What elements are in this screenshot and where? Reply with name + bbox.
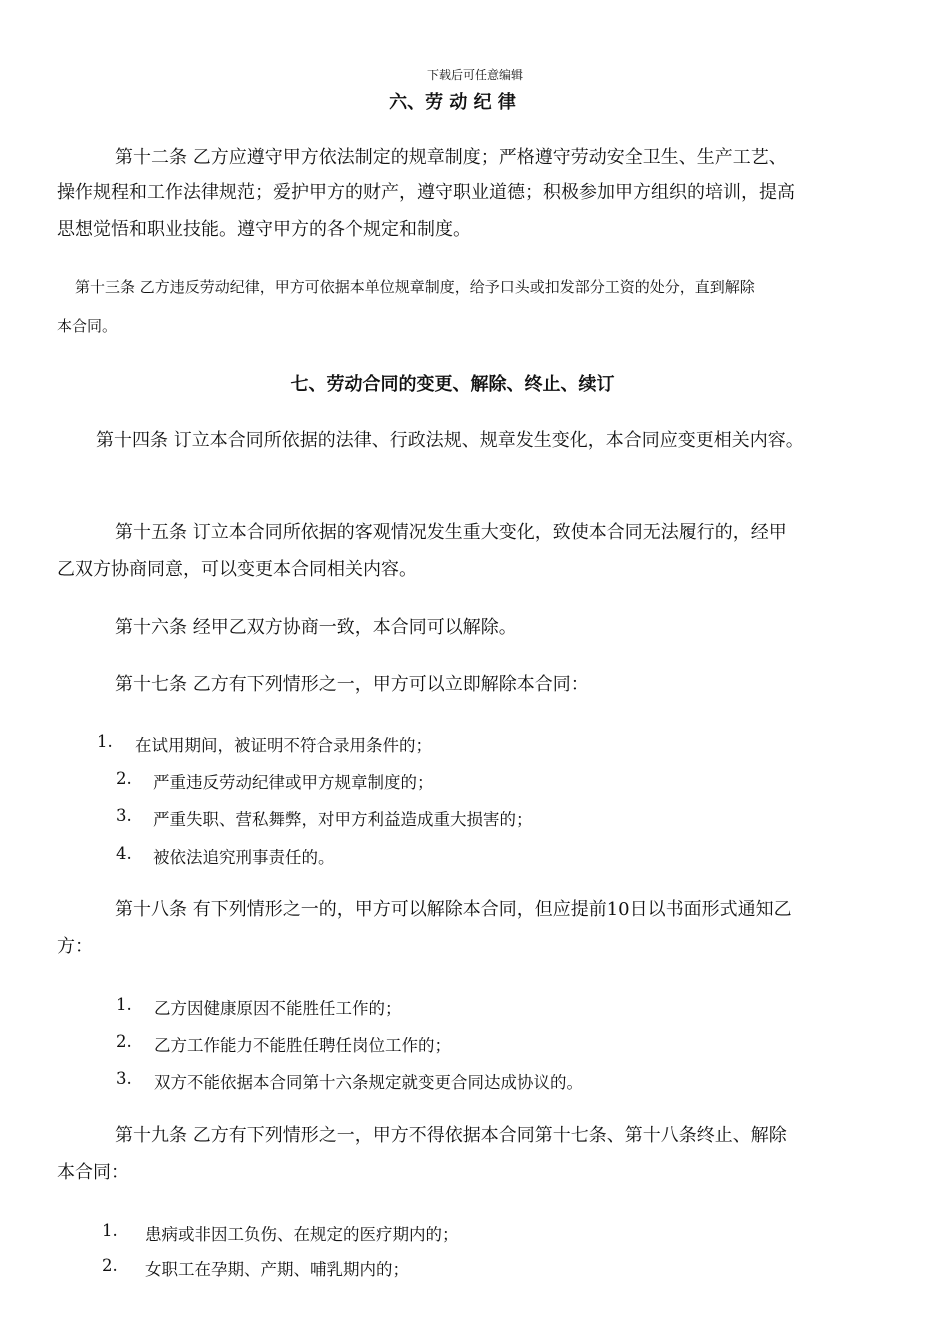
- section-heading: 七、劳动合同的变更、解除、终止、续订: [290, 374, 615, 395]
- list-item-number: 2.: [116, 1032, 132, 1051]
- list-item-number: 2.: [116, 769, 132, 788]
- list-item: 乙方工作能力不能胜任聘任岗位工作的；: [154, 1036, 451, 1055]
- article-18-line-2: 方：: [57, 936, 93, 957]
- list-item: 患病或非因工负伤、在规定的医疗期内的；: [145, 1225, 459, 1244]
- list-item-number: 1.: [116, 995, 132, 1014]
- article-15-line-1: 第十五条 订立本合同所依据的客观情况发生重大变化，致使本合同无法履行的，经甲: [115, 522, 787, 543]
- list-item: 严重违反劳动纪律或甲方规章制度的；: [153, 773, 434, 792]
- article-18-line-1: 第十八条 有下列情形之一的，甲方可以解除本合同，但应提前10日以书面形式通知乙: [115, 899, 792, 920]
- article-12-line-2: 操作规程和工作法律规范；爱护甲方的财产，遵守职业道德；积极参加甲方组织的培训，提高: [57, 182, 795, 203]
- article-15-line-2: 乙双方协商同意，可以变更本合同相关内容。: [57, 559, 417, 580]
- list-item-number: 4.: [116, 844, 132, 863]
- page-header: 下载后可任意编辑: [426, 68, 523, 82]
- list-item-number: 1.: [97, 732, 113, 751]
- list-item: 严重失职、营私舞弊，对甲方利益造成重大损害的；: [153, 810, 533, 829]
- list-item: 被依法追究刑事责任的。: [153, 848, 335, 867]
- list-item-number: 2.: [102, 1256, 118, 1275]
- article-17-line-1: 第十七条 乙方有下列情形之一，甲方可以立即解除本合同：: [115, 674, 589, 695]
- list-item: 双方不能依据本合同第十六条规定就变更合同达成协议的。: [154, 1073, 583, 1092]
- article-19-line-2: 本合同：: [57, 1162, 129, 1183]
- list-item-number: 3.: [116, 806, 132, 825]
- section-heading: 六、劳 动 纪 律: [389, 92, 516, 113]
- list-item-number: 1.: [102, 1221, 118, 1240]
- article-14-line-1: 第十四条 订立本合同所依据的法律、行政法规、规章发生变化，本合同应变更相关内容。: [96, 430, 804, 451]
- list-item: 乙方因健康原因不能胜任工作的；: [154, 999, 402, 1018]
- list-item: 在试用期间，被证明不符合录用条件的；: [135, 736, 432, 755]
- article-12-line-3: 思想觉悟和职业技能。遵守甲方的各个规定和制度。: [57, 219, 471, 240]
- article-12-line-1: 第十二条 乙方应遵守甲方依法制定的规章制度；严格遵守劳动安全卫生、生产工艺、: [115, 147, 787, 168]
- article-16-line-1: 第十六条 经甲乙双方协商一致，本合同可以解除。: [115, 617, 517, 638]
- article-19-line-1: 第十九条 乙方有下列情形之一，甲方不得依据本合同第十七条、第十八条终止、解除: [115, 1125, 787, 1146]
- article-13-line-2: 本合同。: [57, 317, 118, 335]
- article-13-line-1: 第十三条 乙方违反劳动纪律，甲方可依据本单位规章制度，给予口头或扣发部分工资的处分，直到解除: [75, 278, 755, 296]
- list-item-number: 3.: [116, 1069, 132, 1088]
- list-item: 女职工在孕期、产期、哺乳期内的；: [145, 1260, 409, 1279]
